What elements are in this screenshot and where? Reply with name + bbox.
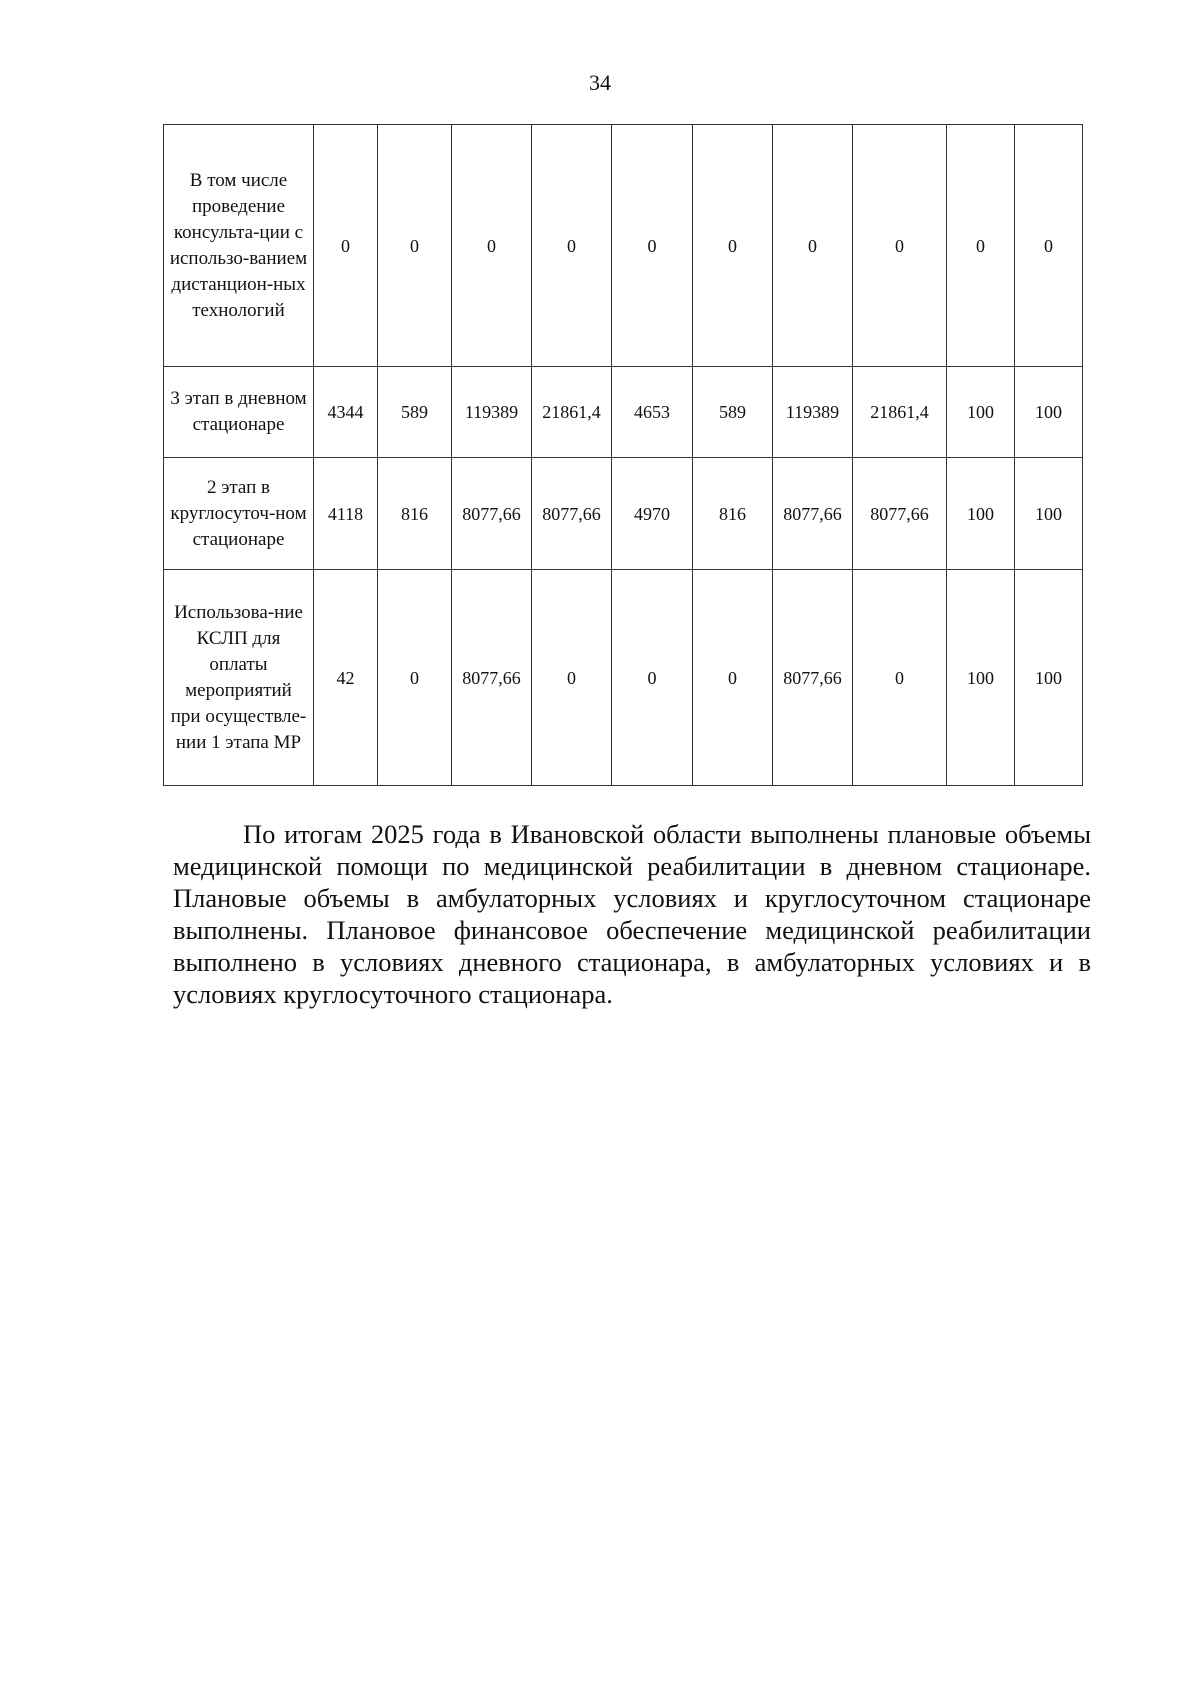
table-cell: 0 <box>314 125 378 367</box>
table-cell: 0 <box>378 570 452 786</box>
table-cell: 0 <box>1015 125 1083 367</box>
table-cell: 0 <box>947 125 1015 367</box>
table-cell: 8077,66 <box>532 458 612 570</box>
table-cell: 42 <box>314 570 378 786</box>
table-row <box>164 367 1083 458</box>
table-cell: 4344 <box>314 367 378 458</box>
row-label: В том числе проведение консульта-ции с использо-ванием дистанцион-ных технологий <box>164 125 314 367</box>
table-cell: 100 <box>1015 458 1083 570</box>
table-cell: 4653 <box>612 367 693 458</box>
table-cell: 100 <box>1015 570 1083 786</box>
row-label: Использова-ние КСЛП для оплаты мероприятий при осуществле-нии 1 этапа МР <box>164 570 314 786</box>
table-cell: 0 <box>612 125 693 367</box>
table-cell: 100 <box>947 367 1015 458</box>
table-cell: 0 <box>853 570 947 786</box>
table-cell: 21861,4 <box>532 367 612 458</box>
table-cell: 0 <box>532 125 612 367</box>
table-cell: 0 <box>693 570 773 786</box>
table-row <box>164 458 1083 570</box>
table-cell: 21861,4 <box>853 367 947 458</box>
table-cell: 0 <box>853 125 947 367</box>
table-cell: 8077,66 <box>773 570 853 786</box>
table-cell: 0 <box>452 125 532 367</box>
table-cell: 4118 <box>314 458 378 570</box>
table-cell: 816 <box>693 458 773 570</box>
table-cell: 8077,66 <box>452 570 532 786</box>
table-cell: 119389 <box>773 367 853 458</box>
row-label: 3 этап в дневном стационаре <box>164 367 314 458</box>
table-cell: 8077,66 <box>773 458 853 570</box>
table-cell: 100 <box>947 570 1015 786</box>
summary-paragraph: По итогам 2025 года в Ивановской области выполнены плановые объемы медицинской помощи по медицинской реабилитации в дневном стационаре. Плановые объемы в амбулаторных условиях и круглосуточном стационаре выполнены. Плановое финансовое обеспечение медицинской реабилитации выполнено в условиях дневного стационара, в амбулаторных условиях и в условиях круглосуточного стационара. <box>173 819 1091 1009</box>
table-cell: 589 <box>378 367 452 458</box>
table-cell: 0 <box>693 125 773 367</box>
table-cell: 8077,66 <box>452 458 532 570</box>
table-cell: 100 <box>947 458 1015 570</box>
table-cell: 8077,66 <box>853 458 947 570</box>
table-cell: 0 <box>378 125 452 367</box>
table-row <box>164 570 1083 786</box>
row-label: 2 этап в круглосуточ-ном стационаре <box>164 458 314 570</box>
table-cell: 0 <box>612 570 693 786</box>
table-cell: 816 <box>378 458 452 570</box>
table-cell: 4970 <box>612 458 693 570</box>
table-cell: 589 <box>693 367 773 458</box>
page-number: 34 <box>589 70 611 95</box>
table-cell: 0 <box>773 125 853 367</box>
table-cell: 100 <box>1015 367 1083 458</box>
rehabilitation-table <box>163 124 1083 786</box>
table-row <box>164 125 1083 367</box>
table-cell: 0 <box>532 570 612 786</box>
table-cell: 119389 <box>452 367 532 458</box>
